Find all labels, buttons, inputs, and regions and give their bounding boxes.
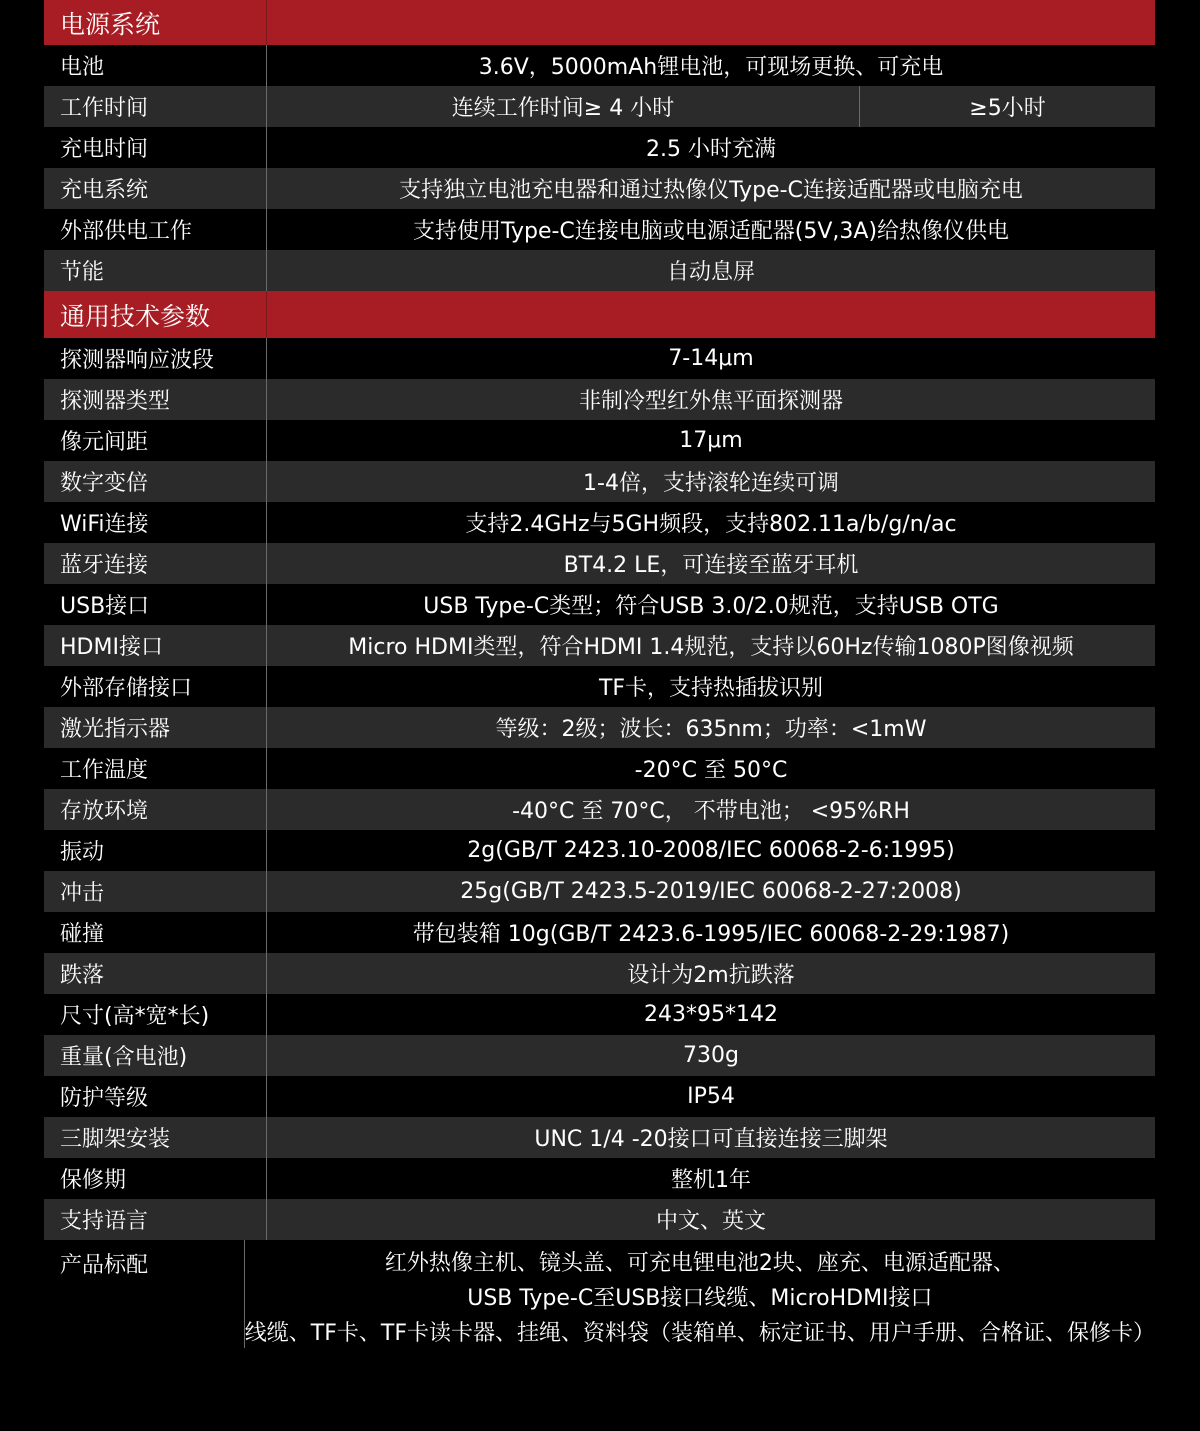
spec-value: IP54 — [687, 1084, 735, 1109]
spec-label: 数字变倍 — [44, 461, 267, 502]
spec-row — [44, 1076, 1155, 1117]
spec-label: 探测器类型 — [44, 379, 267, 420]
spec-label: USB接口 — [44, 584, 267, 625]
spec-row — [44, 1035, 1155, 1076]
spec-label: 节能 — [44, 250, 267, 291]
section-header-fill — [267, 0, 1155, 45]
spec-row — [44, 871, 1155, 912]
spec-label: 三脚架安装 — [44, 1117, 267, 1158]
spec-value: 自动息屏 — [666, 260, 755, 285]
spec-row — [44, 338, 1155, 379]
spec-value: USB Type-C类型；符合USB 3.0/2.0规范，支持USB OTG — [423, 594, 999, 619]
spec-label: 外部存储接口 — [44, 666, 267, 707]
spec-value: -20°C 至 50°C — [634, 758, 788, 783]
spec-row — [44, 1240, 1155, 1348]
spec-label: 碰撞 — [44, 912, 267, 953]
spec-label: 产品标配 — [44, 1240, 245, 1348]
spec-row — [44, 953, 1155, 994]
spec-row — [44, 168, 1155, 209]
spec-value: 25g(GB/T 2423.5-2019/IEC 60068-2-27:2008) — [460, 879, 962, 904]
section-header-fill — [267, 291, 1155, 338]
spec-value-line: 线缆、TF卡、TF卡读卡器、挂绳、资料袋（装箱单、标定证书、用户手册、合格证、保修卡） — [244, 1321, 1155, 1346]
spec-value: 支持2.4GHz与5GH频段，支持802.11a/b/g/n/ac — [465, 512, 957, 537]
spec-label: 振动 — [44, 830, 267, 871]
spec-row — [44, 912, 1155, 953]
spec-value: -40°C 至 70°C， 不带电池； <95%RH — [512, 799, 910, 824]
spec-value: 支持使用Type-C连接电脑或电源适配器(5V,3A)给热像仪供电 — [412, 219, 1010, 244]
spec-table — [44, 0, 1155, 1348]
spec-label: 工作温度 — [44, 748, 267, 789]
spec-label: 跌落 — [44, 953, 267, 994]
spec-value: 设计为2m抗跌落 — [627, 963, 795, 988]
spec-value: 非制冷型红外焦平面探测器 — [578, 389, 843, 414]
spec-row — [44, 543, 1155, 584]
spec-label: 像元间距 — [44, 420, 267, 461]
spec-value: 2.5 小时充满 — [646, 137, 776, 162]
spec-value: BT4.2 LE，可连接至蓝牙耳机 — [563, 553, 859, 578]
spec-row — [44, 830, 1155, 871]
spec-value: 1-4倍，支持滚轮连续可调 — [583, 471, 839, 496]
spec-row — [44, 707, 1155, 748]
section-title: 电源系统 — [44, 0, 267, 45]
spec-value: 中文、英文 — [655, 1209, 766, 1234]
spec-value: 2g(GB/T 2423.10-2008/IEC 60068-2-6:1995) — [467, 838, 955, 863]
spec-row — [44, 86, 1155, 127]
spec-row — [44, 127, 1155, 168]
spec-label: 蓝牙连接 — [44, 543, 267, 584]
spec-row — [44, 994, 1155, 1035]
spec-row — [44, 789, 1155, 830]
spec-label: 防护等级 — [44, 1076, 267, 1117]
spec-label: 尺寸(高*宽*长) — [44, 994, 267, 1035]
spec-label: 充电系统 — [44, 168, 267, 209]
spec-label: 充电时间 — [44, 127, 267, 168]
spec-value: 带包装箱 10g(GB/T 2423.6-1995/IEC 60068-2-29:1987) — [412, 922, 1010, 947]
spec-value: 等级：2级；波长：635nm；功率：<1mW — [495, 717, 927, 742]
spec-label: 存放环境 — [44, 789, 267, 830]
spec-label: 冲击 — [44, 871, 267, 912]
spec-label: 保修期 — [44, 1158, 267, 1199]
spec-label: WiFi连接 — [44, 502, 267, 543]
spec-label: HDMI接口 — [44, 625, 267, 666]
spec-label: 激光指示器 — [44, 707, 267, 748]
spec-value: 3.6V，5000mAh锂电池，可现场更换、可充电 — [478, 55, 944, 80]
spec-row — [44, 625, 1155, 666]
spec-value: TF卡，支持热插拔识别 — [598, 676, 824, 701]
spec-value: 连续工作时间≥ 4 小时 — [267, 86, 860, 127]
spec-value-line: 红外热像主机、镜头盖、可充电锂电池2块、座充、电源适配器、 — [384, 1251, 1015, 1276]
spec-row — [44, 666, 1155, 707]
spec-row — [44, 748, 1155, 789]
spec-value: 支持独立电池充电器和通过热像仪Type-C连接适配器或电脑充电 — [399, 178, 1023, 203]
section-title: 通用技术参数 — [44, 291, 267, 338]
spec-row — [44, 379, 1155, 420]
spec-label: 重量(含电池) — [44, 1035, 267, 1076]
spec-row — [44, 1117, 1155, 1158]
spec-value-line: USB Type-C至USB接口线缆、MicroHDMI接口 — [467, 1286, 933, 1311]
spec-label: 电池 — [44, 45, 267, 86]
spec-value: 243*95*142 — [644, 1002, 778, 1027]
spec-value: 17μm — [679, 428, 743, 453]
spec-label: 外部供电工作 — [44, 209, 267, 250]
spec-value — [245, 1240, 1155, 1354]
spec-value: Micro HDMI类型，符合HDMI 1.4规范，支持以60Hz传输1080P图像视频 — [348, 635, 1074, 660]
spec-label: 支持语言 — [44, 1199, 267, 1240]
spec-label: 探测器响应波段 — [44, 338, 267, 379]
spec-row — [44, 461, 1155, 502]
spec-label: 工作时间 — [44, 86, 267, 127]
spec-row — [44, 250, 1155, 291]
spec-row — [44, 209, 1155, 250]
spec-row — [44, 45, 1155, 86]
spec-row — [44, 1199, 1155, 1240]
section-header — [44, 0, 1155, 45]
spec-row — [44, 420, 1155, 461]
spec-row — [44, 584, 1155, 625]
spec-value: UNC 1/4 -20接口可直接连接三脚架 — [534, 1127, 888, 1152]
spec-value: 7-14μm — [668, 346, 754, 371]
spec-value: 730g — [683, 1043, 739, 1068]
spec-row — [44, 502, 1155, 543]
spec-row — [44, 1158, 1155, 1199]
spec-value-secondary: ≥5小时 — [969, 96, 1046, 121]
section-header — [44, 291, 1155, 338]
spec-value: 整机1年 — [671, 1168, 751, 1193]
